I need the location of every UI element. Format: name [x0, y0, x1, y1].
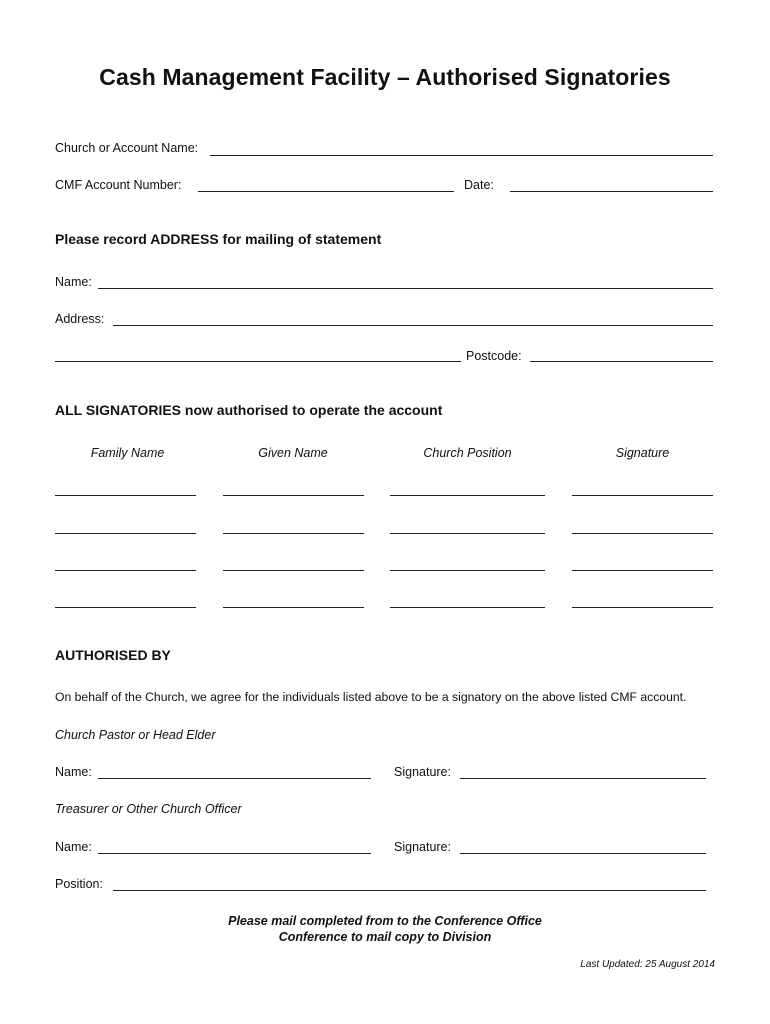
authorised-by-heading: AUTHORISED BY: [55, 647, 171, 663]
signatory-row-3-given-line[interactable]: [223, 570, 364, 571]
address-label: Address:: [55, 312, 105, 326]
signatory-row-4-given-line[interactable]: [223, 607, 364, 608]
address-heading: Please record ADDRESS for mailing of statement: [55, 231, 382, 247]
signatory-row-3-position-line[interactable]: [390, 570, 545, 571]
signatory-row-1-family-line[interactable]: [55, 495, 196, 496]
signatory-row-3-family-line[interactable]: [55, 570, 196, 571]
signatory-row-2-signature-line[interactable]: [572, 533, 713, 534]
col-family-name: Family Name: [90, 446, 165, 460]
mail-instruction-2: Conference to mail copy to Division: [278, 930, 492, 944]
signatory-row-2-given-line[interactable]: [223, 533, 364, 534]
postcode-field[interactable]: [530, 345, 717, 363]
pastor-name-label: Name:: [55, 765, 92, 779]
cmf-account-label: CMF Account Number:: [55, 178, 182, 192]
signatory-row-2-family-line[interactable]: [55, 533, 196, 534]
col-given-name: Given Name: [258, 446, 328, 460]
church-name-label: Church or Account Name:: [55, 141, 199, 155]
treasurer-signature-label: Signature:: [394, 840, 451, 854]
signatory-row-3-signature-line[interactable]: [572, 570, 713, 571]
treasurer-heading: Treasurer or Other Church Officer: [55, 802, 242, 816]
address-name-field[interactable]: [98, 272, 717, 290]
address-name-label: Name:: [55, 275, 92, 289]
page-title: Cash Management Facility – Authorised Signatories: [99, 64, 671, 90]
signatory-row-1-position-line[interactable]: [390, 495, 545, 496]
signatory-row-2-position-line[interactable]: [390, 533, 545, 534]
treasurer-name-field[interactable]: [98, 837, 375, 855]
pastor-heading: Church Pastor or Head Elder: [55, 728, 216, 742]
cmf-account-field[interactable]: [198, 175, 458, 193]
signatory-row-4-family-line[interactable]: [55, 607, 196, 608]
pastor-signature-field[interactable]: [460, 762, 710, 780]
postcode-label: Postcode:: [466, 349, 522, 363]
address-field-1[interactable]: [113, 309, 717, 327]
address-field-2[interactable]: [55, 345, 465, 363]
signatory-row-1-given-line[interactable]: [223, 495, 364, 496]
authorisation-statement: On behalf of the Church, we agree for the individuals listed above to be a signatory on the above listed CMF account.: [55, 690, 687, 704]
signatory-row-4-position-line[interactable]: [390, 607, 545, 608]
signatory-row-4-signature-line[interactable]: [572, 607, 713, 608]
position-label: Position:: [55, 877, 103, 891]
signatories-heading: ALL SIGNATORIES now authorised to operate the account: [55, 402, 443, 418]
pastor-signature-label: Signature:: [394, 765, 451, 779]
signatory-row-1-signature-line[interactable]: [572, 495, 713, 496]
col-church-position: Church Position: [423, 446, 512, 460]
treasurer-name-label: Name:: [55, 840, 92, 854]
church-name-field[interactable]: [210, 139, 717, 157]
position-field[interactable]: [113, 874, 710, 892]
treasurer-signature-field[interactable]: [460, 837, 710, 855]
date-label: Date:: [464, 178, 494, 192]
date-field[interactable]: [510, 175, 717, 193]
last-updated: Last Updated: 25 August 2014: [580, 959, 715, 970]
col-signature: Signature: [615, 446, 670, 460]
pastor-name-field[interactable]: [98, 762, 375, 780]
mail-instruction-1: Please mail completed from to the Conference Office: [228, 914, 542, 928]
